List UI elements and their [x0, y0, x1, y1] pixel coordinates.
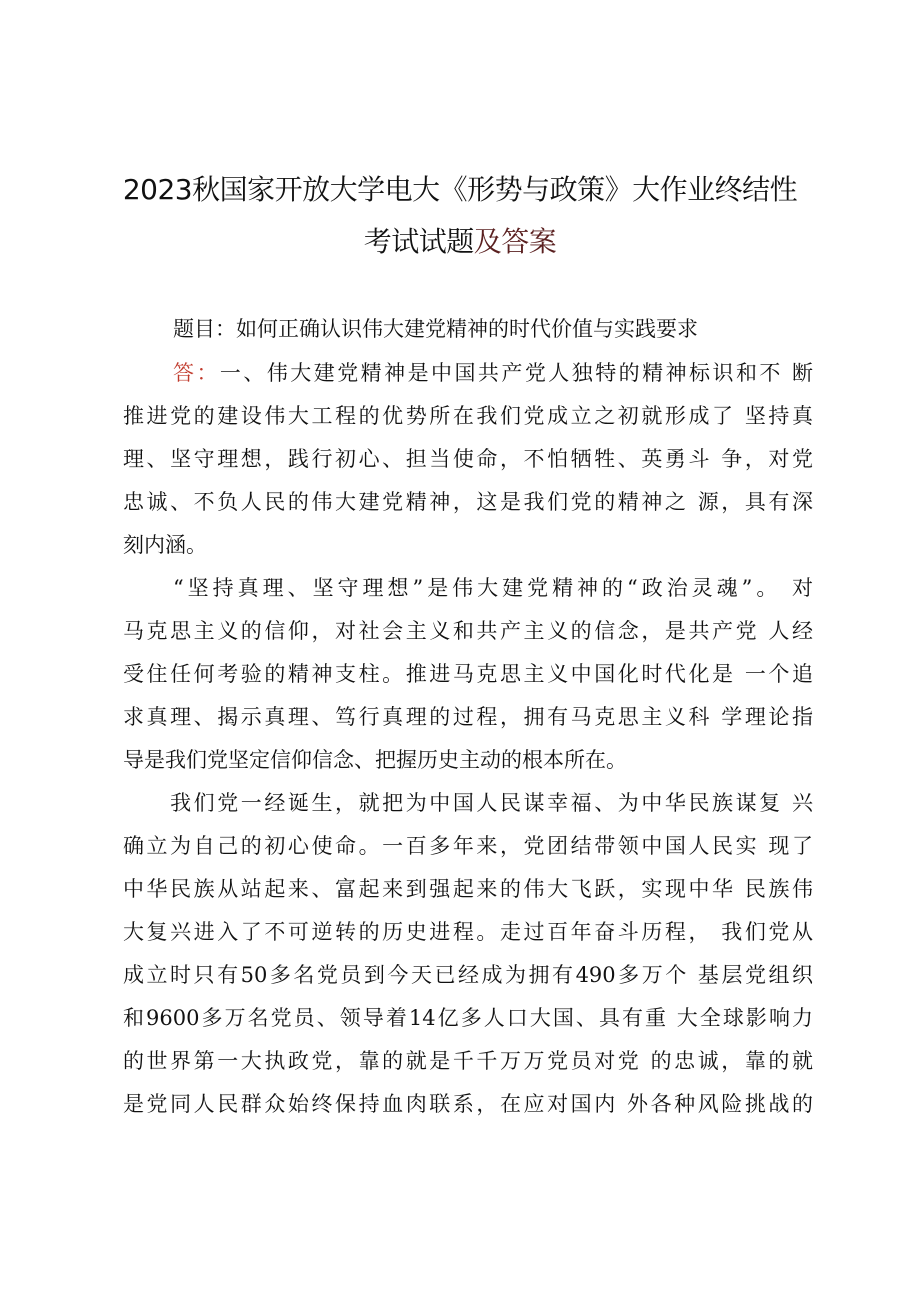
- body-line-7: 马克思主义的信仰，对社会主义和共产主义的信念，是共产党 人经: [123, 619, 813, 643]
- body-line-16: 和9600多万名党员、领导着14亿多人口大国、具有重 大全球影响力: [123, 1006, 813, 1030]
- body-line-2: 推进党的建设伟大工程的优势所在我们党成立之初就形成了 坚持真: [123, 404, 813, 428]
- body-line-4: 忠诚、不负人民的伟大建党精神，这是我们党的精神之 源，具有深: [123, 490, 813, 514]
- body-line-18: 是党同人民群众始终保持血肉联系，在应对国内 外各种风险挑战的: [123, 1092, 813, 1116]
- title-accent-text: 及答案: [473, 225, 557, 258]
- body-line-8: 受住任何考验的精神支柱。推进马克思主义中国化时代化是 一个追: [123, 662, 813, 686]
- body-line-1: 答：一、伟大建党精神是中国共产党人独特的精神标识和不 断: [173, 361, 813, 385]
- body-line-12: 确立为自己的初心使命。一百多年来，党团结带领中国人民实 现了: [123, 834, 813, 858]
- answer-label: 答：: [173, 361, 220, 385]
- body-line-15: 成立时只有50多名党员到今天已经成为拥有490多万个 基层党组织: [123, 963, 813, 987]
- body-line-11: 我们党一经诞生，就把为中国人民谋幸福、为中华民族谋复 兴: [123, 791, 813, 815]
- body-line-3: 理、坚守理想，践行初心、担当使命，不怕牺牲、英勇斗 争，对党: [123, 447, 813, 471]
- body-line-5: 刻内涵。: [123, 533, 207, 557]
- body-line-17: 的世界第一大执政党，靠的就是千千万万党员对党 的忠诚，靠的就: [123, 1049, 813, 1073]
- question-text: 题目：如何正确认识伟大建党精神的时代价值与实践要求: [173, 317, 698, 341]
- body-line-10: 导是我们党坚定信仰信念、把握历史主动的根本所在。: [123, 748, 627, 772]
- document-title-line-2: [0, 220, 920, 260]
- document-title-line-1: 2023秋国家开放大学电大《形势与政策》大作业终结性: [122, 173, 798, 206]
- body-line-14: 大复兴进入了不可逆转的历史进程。走过百年奋斗历程， 我们党从: [123, 920, 813, 944]
- title-main-text: 考试试题: [363, 225, 474, 258]
- body-line-9: 求真理、揭示真理、笃行真理的过程，拥有马克思主义科 学理论指: [123, 705, 813, 729]
- body-line-13: 中华民族从站起来、富起来到强起来的伟大飞跃，实现中华 民族伟: [123, 877, 813, 901]
- body-line-6: “坚持真理、坚守理想”是伟大建党精神的“政治灵魂”。 对: [123, 576, 813, 600]
